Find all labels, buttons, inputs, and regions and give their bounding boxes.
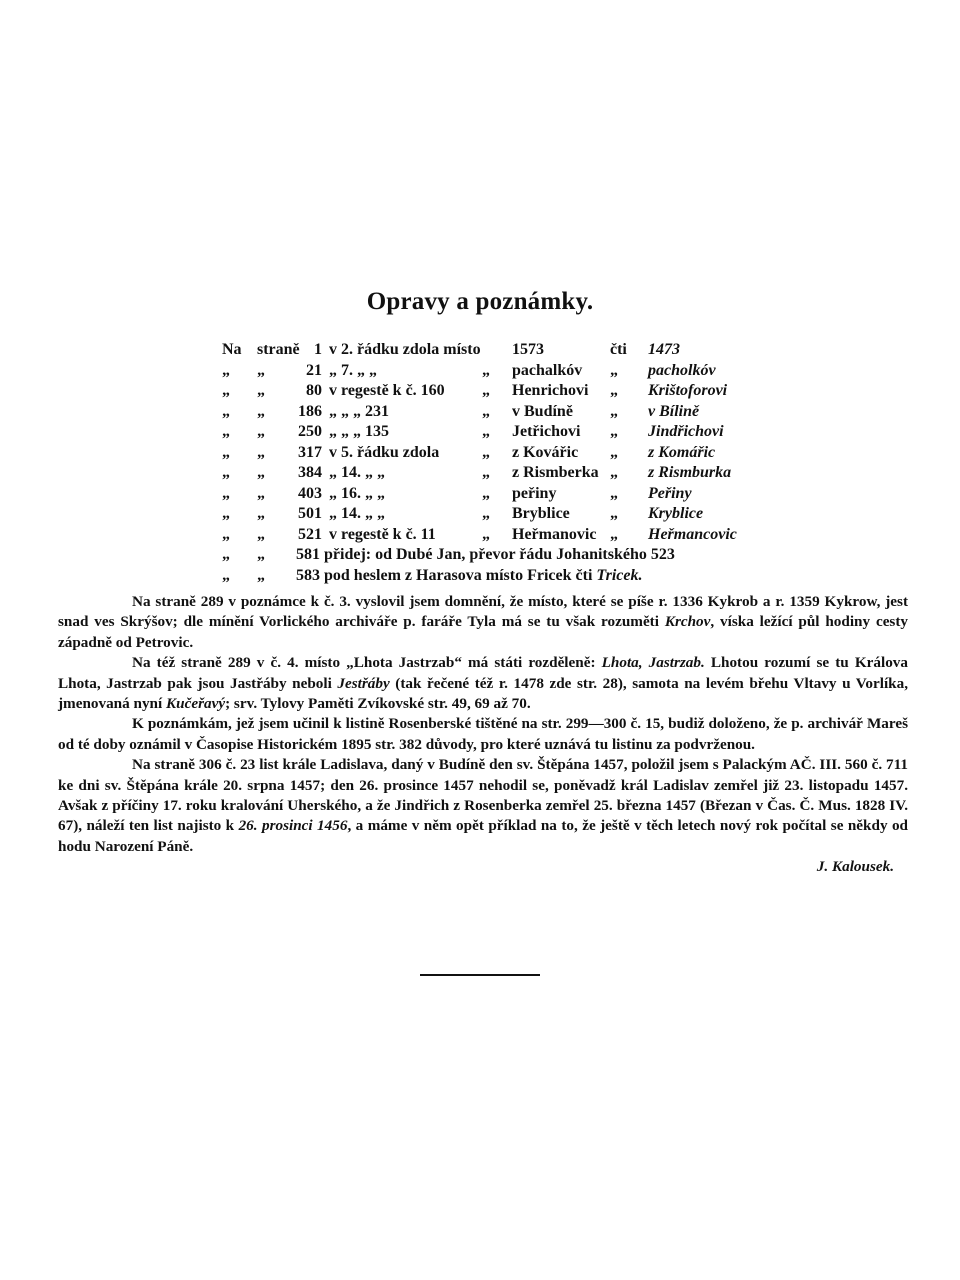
errata-row: „ „ 80 v regestě k č. 160 „ Henrichovi „ Krištoforovi xyxy=(222,382,728,399)
note-paragraph: K poznámkám, jež jsem učinil k listině Rosenberské tištěné na str. 299—300 č. 15, budiž doloženo, že p. archivář Mareš od té doby oznámil v Časopise Historickém 1895 str. 382 důvody, pro které uznává tu listinu za podvrženou. xyxy=(58,715,908,753)
errata-row: „ „ 21 „ 7. „ „ „ pachalkóv „ pacholkóv xyxy=(222,361,716,379)
errata-row-long: „ „ 581 přidej: od Dubé Jan, převor řádu Johanitského 523 xyxy=(222,546,675,563)
notes-section xyxy=(58,592,908,878)
errata-row: „ „ 317 v 5. řádku zdola „ z Kovářic „ z Komářic xyxy=(222,443,716,461)
errata-row-long: „ „ 583 pod heslem z Harasova místo Fricek čti Tricek. xyxy=(222,566,643,584)
errata-list xyxy=(222,340,762,586)
page-title: Opravy a poznámky. xyxy=(366,288,594,315)
errata-row: „ „ 186 „ „ „ 231 „ v Budíně „ v Bílině xyxy=(222,402,700,420)
errata-row: „ „ 521 v regestě k č. 11 „ Heřmanovic „ Heřmancovic xyxy=(222,525,737,543)
note-paragraph: Na straně 289 v poznámce k č. 3. vyslovil jsem domnění, že místo, které se píše r. 1336 Kykrob a r. 1359 Kykrow, jest snad ves Skrýšov; dle mínění Vorlického archiváře p. faráře Tyla má se tu však rozuměti Krchov, víska ležící půl hodiny cesty západně od Petrovic. xyxy=(58,593,908,651)
errata-row: „ „ 384 „ 14. „ „ „ z Rismberka „ z Rismburka xyxy=(222,464,732,481)
errata-row: „ „ 403 „ 16. „ „ „ peřiny „ Peřiny xyxy=(222,484,692,502)
closing-rule xyxy=(420,974,540,976)
note-paragraph: Na též straně 289 v č. 4. místo „Lhota Jastrzab“ má státi rozděleně: Lhota, Jastrzab. Lhotou rozumí se tu Králova Lhota, Jastrzab pak jsou Jastřáby neboli Jestřáby (tak řečené též r. 1478 zde str. 28), samota na levém břehu Vltavy u Vorlíka, jmenovaná nyní Kučeřavý; srv. Tylovy Paměti Zvíkovské str. 49, 69 až 70. xyxy=(58,654,908,713)
errata-row: „ „ 250 „ „ „ 135 „ Jetřichovi „ Jindřichovi xyxy=(222,423,724,440)
author-signature: J. Kalousek. xyxy=(816,858,894,876)
errata-row: Na straně 1 v 2. řádku zdola místo 1573 čti 1473 xyxy=(222,341,680,358)
note-paragraph: Na straně 306 č. 23 list krále Ladislava, daný v Budíně den sv. Štěpána 1457, položil jsem s Palackým AČ. III. 560 č. 711 ke dni sv. Štěpána krále 20. srpna 1457; den 26. prosince 1457 nehodil se, poněvadž král Ladislav zemřel již 23. listopadu 1457. Avšak z příčiny 17. roku kralování Uherského, a že Jindřich z Rosenberka zemřel 25. března 1457 (Březan v Čas. Č. Mus. 1828 IV. 67), náleží ten list najisto k 26. prosinci 1456, a máme v něm opět příklad na to, že ještě v těch letech nový rok počítal se někdy od hodu Narození Páně. xyxy=(58,756,909,855)
errata-row: „ „ 501 „ 14. „ „ „ Bryblice „ Kryblice xyxy=(222,505,704,522)
